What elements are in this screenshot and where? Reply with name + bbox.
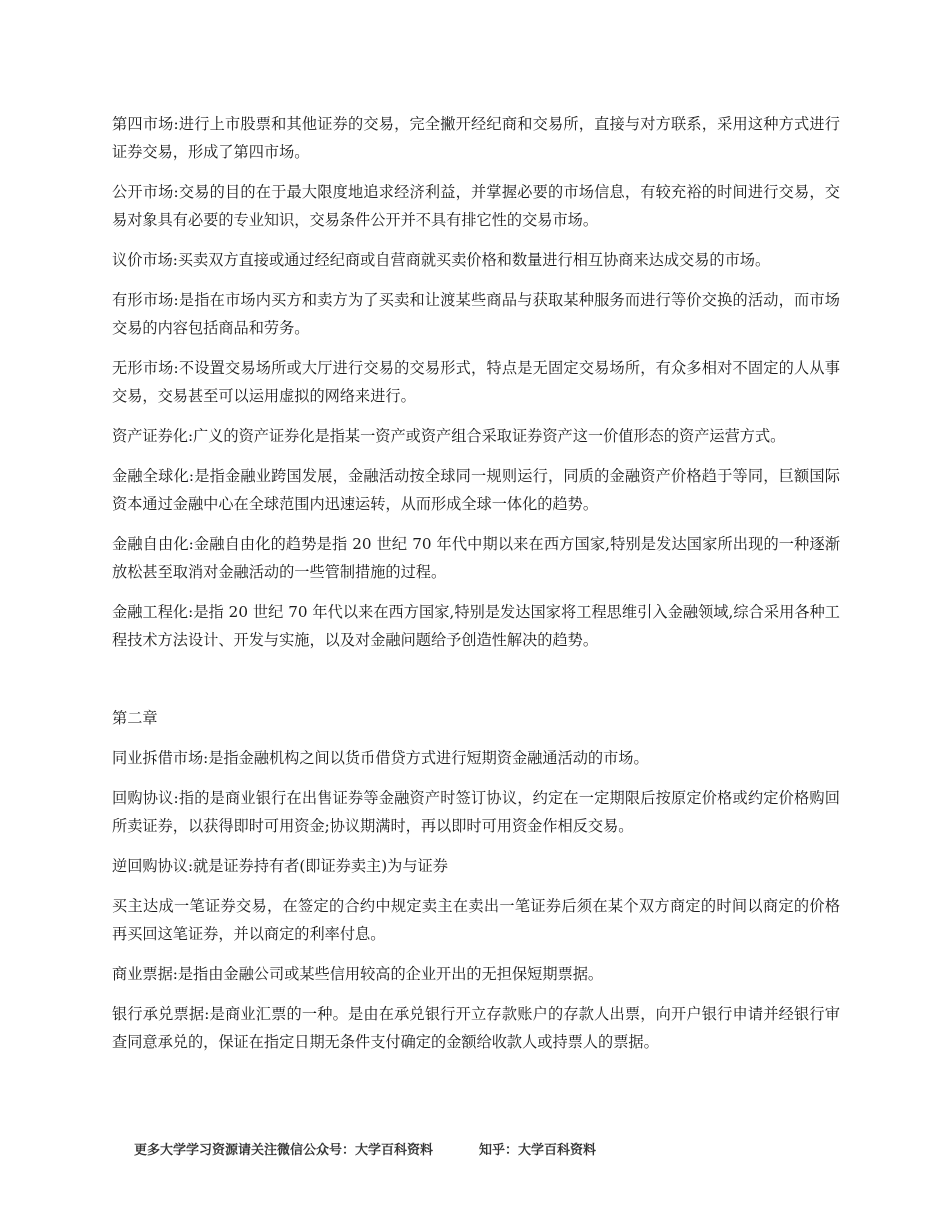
paragraph-financial-liberalization: 金融自由化:金融自由化的趋势是指 20 世纪 70 年代中期以来在西方国家,特别是发达国家所出现的一种逐渐放松甚至取消对金融活动的一些管制措施的过程。 xyxy=(112,535,840,581)
paragraph-reverse-repo-continued: 买主达成一笔证券交易，在签定的合约中规定卖主在卖出一笔证券后须在某个双方商定的时间以商定的价格再买回这笔证券，并以商定的利率付息。 xyxy=(112,897,840,943)
paragraph-reverse-repo: 逆回购协议:就是证券持有者(即证券卖主)为与证券 xyxy=(112,857,448,875)
paragraph-tangible-market: 有形市场:是指在市场内买方和卖方为了买卖和让渡某些商品与获取某种服务而进行等价交换的活动，而市场交易的内容包括商品和劳务。 xyxy=(112,291,840,337)
paragraph-negotiated-market: 议价市场:买卖双方直接或通过经纪商或自营商就买卖价格和数量进行相互协商来达成交易的市场。 xyxy=(112,251,771,269)
footer-wechat-text: 更多大学学习资源请关注微信公众号：大学百科资料 xyxy=(134,1143,434,1158)
paragraph-intangible-market: 无形市场:不设置交易场所或大厅进行交易的交易形式，特点是无固定交易场所，有众多相对不固定的人从事交易，交易甚至可以运用虚拟的网络来进行。 xyxy=(112,359,840,405)
paragraph-asset-securitization: 资产证券化:广义的资产证券化是指某一资产或资产组合采取证券资产这一价值形态的资产运营方式。 xyxy=(112,427,786,445)
paragraph-interbank-market: 同业拆借市场:是指金融机构之间以货币借贷方式进行短期资金融通活动的市场。 xyxy=(112,749,649,767)
paragraph-open-market: 公开市场:交易的目的在于最大限度地追求经济利益，并掌握必要的市场信息，有较充裕的时间进行交易，交易对象具有必要的专业知识，交易条件公开并不具有排它性的交易市场。 xyxy=(112,183,840,229)
footer-zhihu-text: 知乎：大学百科资料 xyxy=(479,1143,597,1158)
paragraph-fourth-market: 第四市场:进行上市股票和其他证券的交易，完全撇开经纪商和交易所，直接与对方联系，采用这种方式进行证券交易，形成了第四市场。 xyxy=(112,115,840,161)
chapter-heading: 第二章 xyxy=(112,709,158,727)
paragraph-financial-engineering: 金融工程化:是指 20 世纪 70 年代以来在西方国家,特别是发达国家将工程思维引入金融领域,综合采用各种工程技术方法设计、开发与实施，以及对金融问题给予创造性解决的趋势。 xyxy=(112,603,840,649)
page-footer xyxy=(134,1139,596,1158)
paragraph-bankers-acceptance: 银行承兑票据:是商业汇票的一种。是由在承兑银行开立存款账户的存款人出票，向开户银行申请并经银行审查同意承兑的，保证在指定日期无条件支付确定的金额给收款人或持票人的票据。 xyxy=(112,1005,840,1051)
paragraph-repurchase-agreement: 回购协议:指的是商业银行在出售证券等金融资产时签订协议，约定在一定期限后按原定价格或约定价格购回所卖证券，以获得即时可用资金;协议期满时，再以即时可用资金作相反交易。 xyxy=(112,789,840,835)
paragraph-commercial-paper: 商业票据:是指由金融公司或某些信用较高的企业开出的无担保短期票据。 xyxy=(112,965,604,983)
paragraph-financial-globalization: 金融全球化:是指金融业跨国发展，金融活动按全球同一规则运行，同质的金融资产价格趋于等同，巨额国际资本通过金融中心在全球范围内迅速运转，从而形成全球一体化的趋势。 xyxy=(112,467,840,513)
document-body xyxy=(112,110,840,1068)
